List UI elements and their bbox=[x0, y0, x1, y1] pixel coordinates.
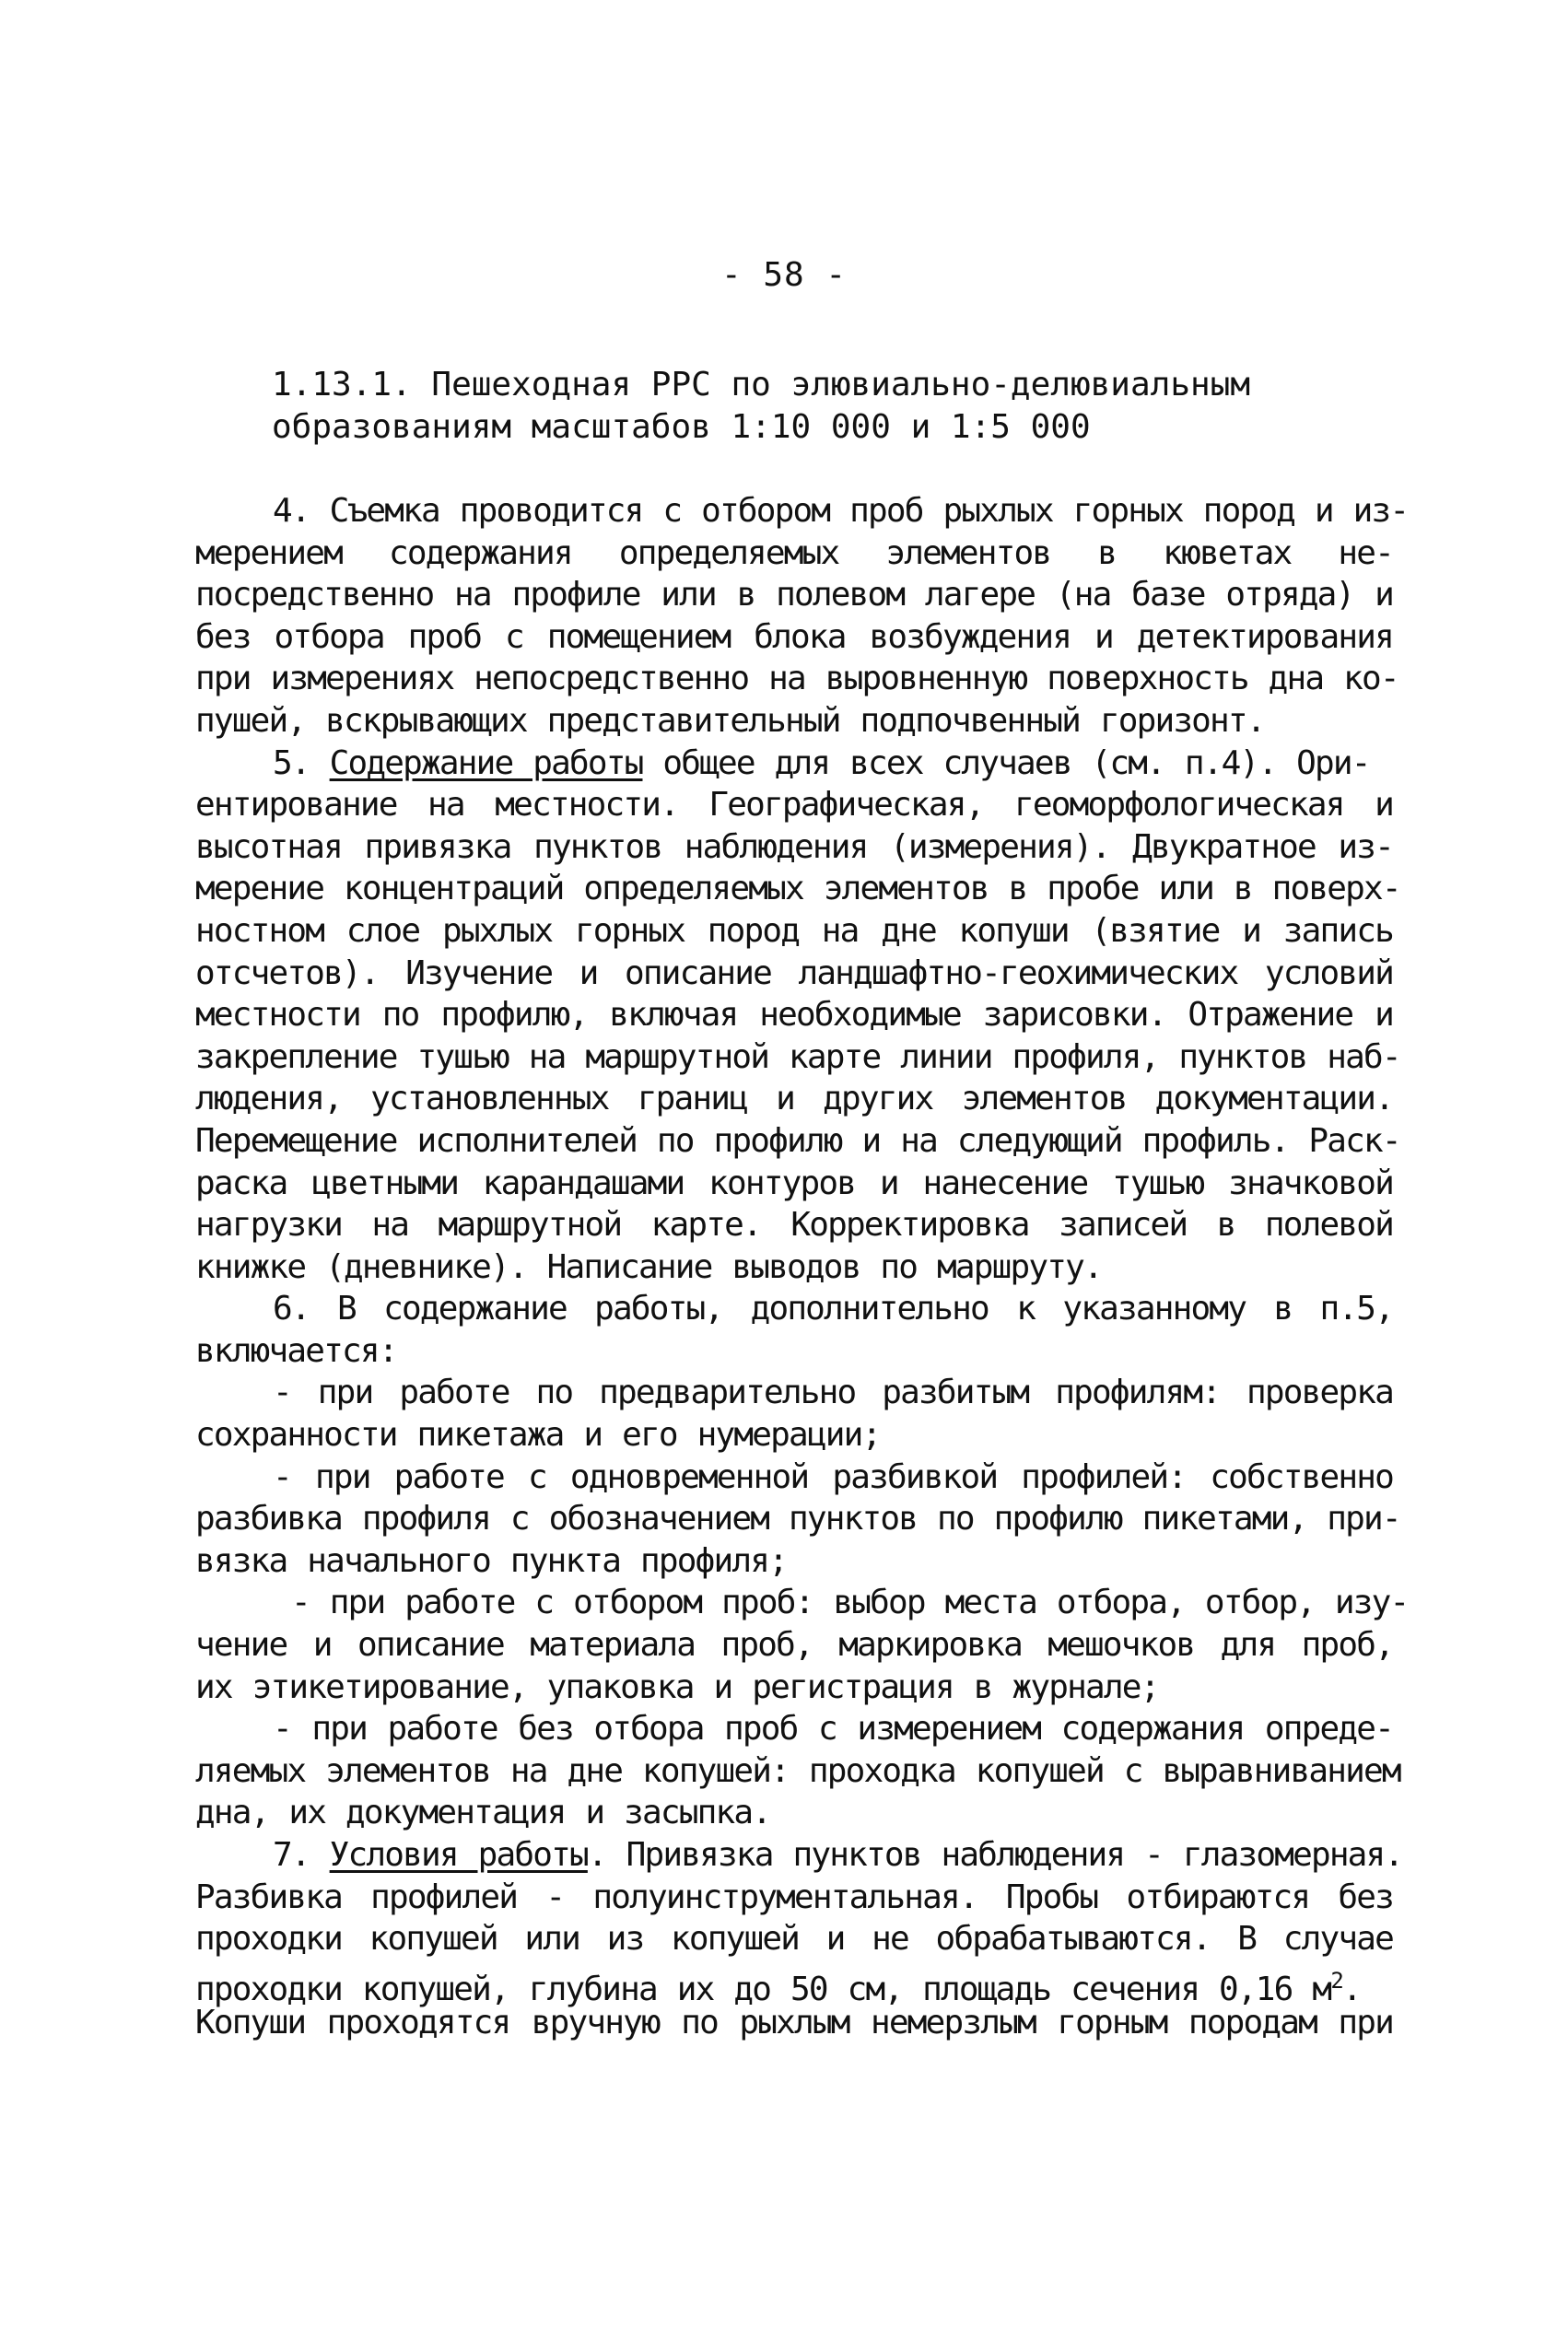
superscript: 2 bbox=[1330, 1967, 1342, 1994]
text-line: пушей, вскрывающих представительный подпочвенный горизонт. bbox=[195, 701, 1265, 740]
text-line: высотная привязка пунктов наблюдения (измерения). Двукратное из- bbox=[195, 827, 1393, 866]
heading-line-1: 1.13.1. Пешеходная РРС по элювиально-делювиальным bbox=[272, 366, 1251, 404]
text-line: проходки копушей или из копушей и не обрабатываются. В случае bbox=[195, 1920, 1393, 1959]
list-item-line: - при работе с одновременной разбивкой профилей: собственно bbox=[273, 1457, 1393, 1496]
paragraph-6 bbox=[195, 1288, 1409, 1834]
text-fragment: . Привязка пунктов наблюдения - глазомерная. bbox=[587, 1836, 1403, 1874]
text-line: посредственно на профиле или в полевом лагере (на базе отряда) и bbox=[195, 576, 1393, 614]
list-item-line: чение и описание материала проб, маркировка мешочков для проб, bbox=[195, 1626, 1393, 1665]
text-line: при измерениях непосредственно на выровненную поверхность дна ко- bbox=[195, 660, 1398, 698]
text-line: закрепление тушью на маршрутной карте линии профиля, пунктов наб- bbox=[195, 1037, 1400, 1076]
page-number: - 58 - bbox=[720, 256, 848, 294]
list-item-line: - при работе без отбора проб с измерением содержания опреде- bbox=[273, 1710, 1393, 1749]
item-number: 7. bbox=[273, 1836, 330, 1874]
list-item-line: - при работе по предварительно разбитым профилям: проверка bbox=[273, 1374, 1393, 1412]
section-title-underlined: Условия работы bbox=[329, 1836, 588, 1874]
paragraph-4 bbox=[195, 490, 1409, 743]
list-item-line: ляемых элементов на дне копушей: проходка копушей с выравниванием bbox=[195, 1751, 1400, 1790]
paragraph-7 bbox=[195, 1834, 1403, 2044]
text-line: книжке (дневнике). Написание выводов по маршруту. bbox=[195, 1247, 1102, 1286]
text-fragment: проходки копушей, глубина их до 50 см, площадь сечения 0,16 м bbox=[195, 1970, 1331, 2008]
text-line: включается: bbox=[195, 1331, 397, 1370]
list-item-line: их этикетирование, упаковка и регистрация в журнале; bbox=[195, 1667, 1159, 1706]
heading-line-2: образованиям масштабов 1:10 000 и 1:5 000 bbox=[272, 407, 1091, 446]
list-item-line: вязка начального пункта профиля; bbox=[195, 1541, 787, 1580]
text-line: 6. В содержание работы, дополнительно к указанному в п.5, bbox=[273, 1290, 1393, 1328]
text-line bbox=[195, 1960, 1393, 2008]
text-line: людения, установленных границ и других элементов документации. bbox=[195, 1080, 1393, 1118]
text-line: без отбора проб с помещением блока возбуждения и детектирования bbox=[195, 617, 1393, 656]
document-body bbox=[195, 490, 1409, 2044]
text-line: Копуши проходятся вручную по рыхлым немерзлым горным породам при bbox=[195, 2004, 1393, 2042]
item-number: 5. bbox=[273, 743, 330, 782]
text-fragment: общее для всех случаев (см. п.4). Ори- bbox=[642, 743, 1370, 782]
section-heading bbox=[272, 364, 1396, 448]
text-line: ентирование на местности. Географическая, геоморфологическая и bbox=[195, 786, 1393, 825]
list-item-line: дна, их документация и засыпка. bbox=[195, 1794, 771, 1832]
list-item-line: - при работе с отбором проб: выбор места отбора, отбор, изу- bbox=[291, 1584, 1409, 1622]
text-line: местности по профилю, включая необходимые зарисовки. Отражение и bbox=[195, 996, 1393, 1035]
text-line bbox=[195, 1834, 1403, 1877]
text-line bbox=[195, 743, 1393, 785]
list-item-line: разбивка профиля с обозначением пунктов по профилю пикетами, при- bbox=[195, 1500, 1400, 1538]
text-line: нагрузки на маршрутной карте. Корректировка записей в полевой bbox=[195, 1206, 1393, 1245]
list-item-line: сохранности пикетажа и его нумерации; bbox=[195, 1416, 881, 1455]
text-line: отсчетов). Изучение и описание ландшафтно-геохимических условий bbox=[195, 953, 1393, 992]
text-line: раска цветными карандашами контуров и нанесение тушью значковой bbox=[195, 1164, 1393, 1202]
text-line: Перемещение исполнителей по профилю и на следующий профиль. Раск- bbox=[195, 1121, 1400, 1160]
section-title-underlined: Содержание работы bbox=[329, 743, 643, 782]
text-line: ностном слое рыхлых горных пород на дне копуши (взятие и запись bbox=[195, 911, 1393, 950]
text-fragment: . bbox=[1341, 1970, 1361, 2008]
text-line: 4. Съемка проводится с отбором проб рыхлых горных пород и из- bbox=[273, 492, 1409, 530]
text-line: мерение концентраций определяемых элементов в пробе или в поверх- bbox=[195, 870, 1400, 908]
text-line: Разбивка профилей - полуинструментальная. Пробы отбираются без bbox=[195, 1878, 1393, 1916]
paragraph-5 bbox=[195, 743, 1400, 1289]
text-line: мерением содержания определяемых элементов в кюветах не- bbox=[195, 533, 1393, 572]
